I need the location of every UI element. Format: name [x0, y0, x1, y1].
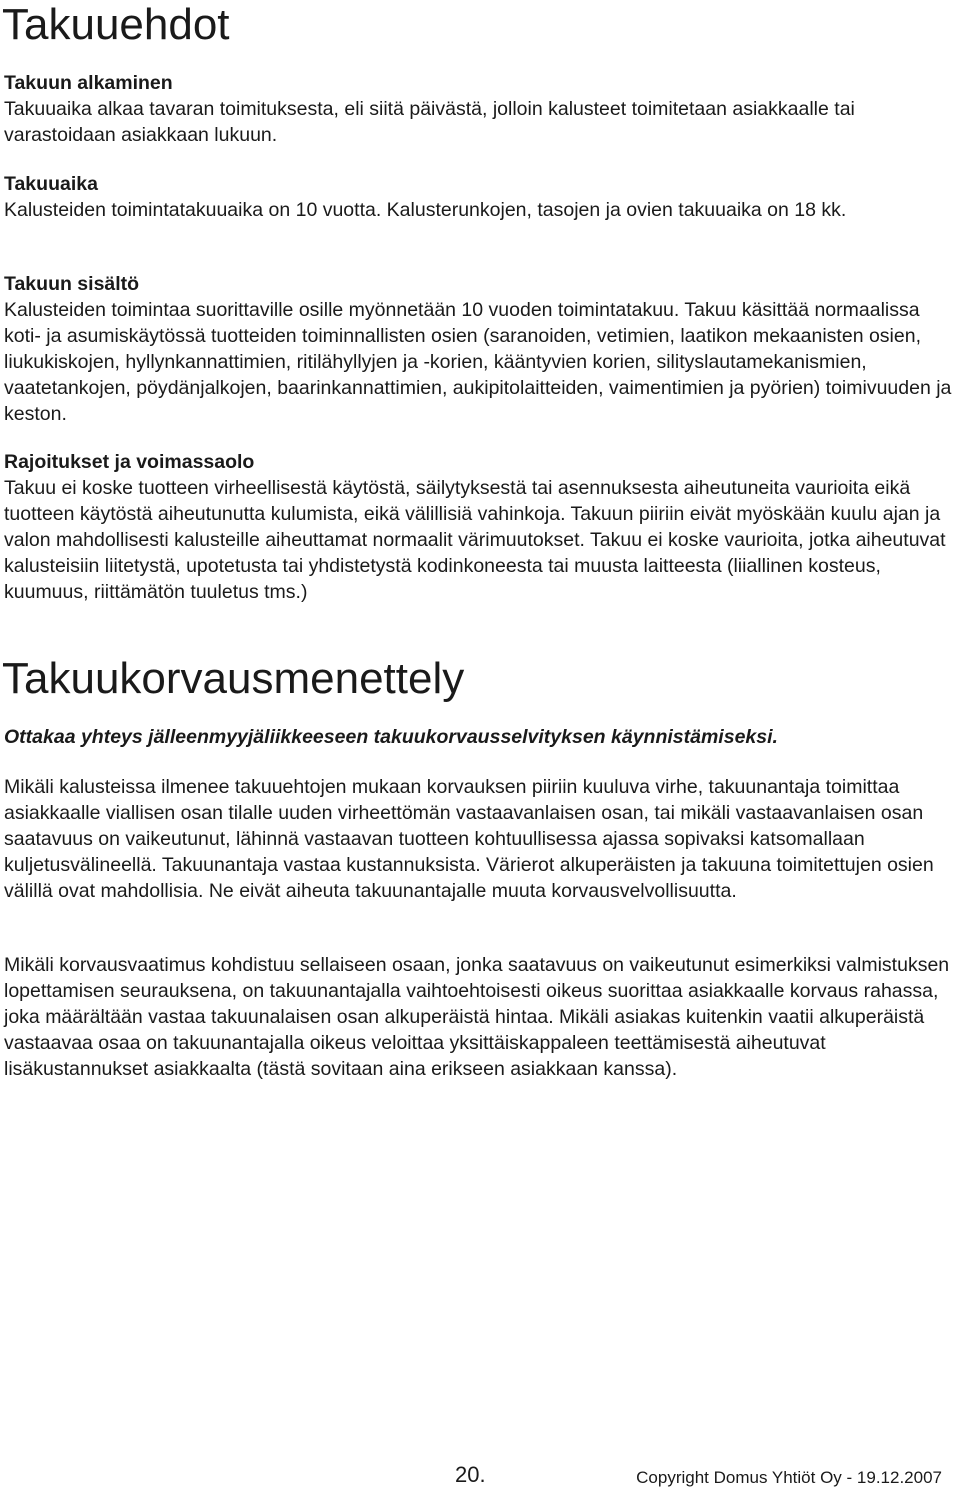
section-heading: Takuuaika [4, 173, 98, 195]
page-number: 20. [455, 1462, 486, 1487]
section-body: Takuuaika alkaa tavaran toimituksesta, eli siitä päivästä, jolloin kalusteet toimitetaan asiakkaalle tai varastoidaan asiakkaan lukuun. [4, 98, 855, 146]
paragraph-text: Mikäli kalusteissa ilmenee takuuehtojen mukaan korvauksen piiriin kuuluva virhe, takuunantaja toimittaa asiakkaalle viallisen osan tilalle uuden virheettömän vastaavanlaisen osan, tai mikäli vastaavanlaisen osan saatavuus on vaikeutunut, lähinnä vastaavan tuotteen kohtuullisessa ajassa sopivaksi katsomallaan kuljetusvälineellä. Takuunantaja vastaa kustannuksista. Värierot alkuperäisten ja takuuna toimitettujen osien välillä ovat mahdollisia. Ne eivät aiheuta takuunantajalle muuta korvausvelvollisuutta. [4, 776, 934, 902]
contact-instruction: Ottakaa yhteys jälleenmyyjäliikkeeseen takuukorvausselvityksen käynnistämiseksi. [4, 726, 778, 748]
paragraph-text: Mikäli korvausvaatimus kohdistuu sellaiseen osaan, jonka saatavuus on vaikeutunut esimerkiksi valmistuksen lopettamisen seurauksena, on takuunantajalla vaihtoehtoisesti oikeus suorittaa asiakkaalle korvaus rahassa, joka määrältään vastaa takuunalaisen osan alkuperäistä hintaa. Mikäli asiakas kuitenkin vaatii alkuperäistä vastaavaa osaa on takuunantajalla oikeus veloittaa yksittäiskappaleen teettämisestä aiheutuvat lisäkustannukset asiakkaalta (tästä sovitaan aina erikseen asiakkaan kanssa). [4, 954, 950, 1080]
section-restrictions [4, 449, 956, 605]
copyright-notice: Copyright Domus Yhtiöt Oy - 19.12.2007 [636, 1468, 942, 1487]
section-body: Kalusteiden toimintaa suorittaville osille myönnetään 10 vuoden toimintatakuu. Takuu käsittää normaalissa koti- ja asumiskäytössä tuotteiden toiminnallisten osien (saranoiden, vetimien, laatikon mekaanisten osien, liukukiskojen, hyllynkannattimien, ritilähyllyjen ja -korien, kääntyvien korien, silityslautamekanismien, vaatetankojen, pöydänjalkojen, baarinkannattimien, aukipitolaitteiden, vaimentimien ja pyörien) toimivuuden ja keston. [4, 299, 952, 425]
paragraph-monetary-compensation [4, 952, 956, 1082]
section-warranty-content [4, 271, 956, 427]
paragraph-compensation [4, 774, 956, 904]
section-heading: Takuun sisältö [4, 273, 140, 295]
section-warranty-start [4, 70, 956, 148]
second-title: Takuukorvausmenettely [2, 654, 465, 703]
section-warranty-period [4, 171, 956, 223]
section-heading: Rajoitukset ja voimassaolo [4, 451, 255, 473]
section-body: Takuu ei koske tuotteen virheellisestä käytöstä, säilytyksestä tai asennuksesta aiheutuneita vaurioita eikä tuotteen käytöstä aiheutunutta kulumista, eikä välillisiä vahinkoja. Takuun piiriin eivät myöskään kuulu ajan ja valon mahdollisesti kalusteille aiheuttamat normaalit värimuutokset. Takuu ei koske vaurioita, jotka aiheutuvat kalusteisiin liitetystä, upotetusta tai yhdistetystä kodinkoneesta tai muusta laitteesta (liiallinen kosteus, kuumuus, riittämätön tuuletus tms.) [4, 477, 946, 603]
page-title: Takuuehdot [2, 0, 230, 49]
section-heading: Takuun alkaminen [4, 72, 173, 94]
section-body: Kalusteiden toimintatakuuaika on 10 vuotta. Kalusterunkojen, tasojen ja ovien takuuaika on 18 kk. [4, 199, 847, 221]
